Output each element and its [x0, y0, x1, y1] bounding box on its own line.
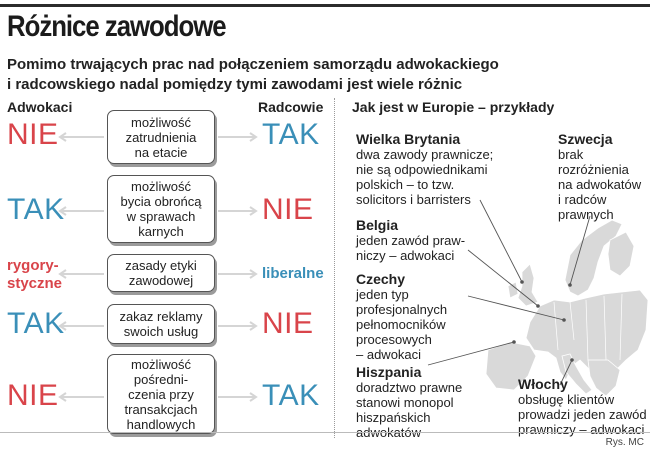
row-4-right-value: NIE [262, 307, 314, 340]
subtitle-line-2: i radcowskiego nadal pomiędzy tymi zawodami jest wiele różnic [7, 76, 463, 93]
row-2-right-value: NIE [262, 193, 314, 226]
country-text-italy: obsługę klientów prowadzi jeden zawód prawniczy – adwokaci [518, 392, 647, 437]
row-3-criterion: zasady etyki zawodowej [125, 258, 197, 288]
country-note-spain [356, 365, 462, 440]
left-column-header: Adwokaci [7, 99, 73, 115]
country-note-belgium [356, 218, 465, 263]
page-title: Różnice zawodowe [7, 10, 226, 43]
country-text-uk: dwa zawody prawnicze; nie są odpowiednikami polskich – to tzw. solicitors i barristers [356, 147, 494, 207]
europe-header: Jak jest w Europie – przykłady [352, 99, 555, 115]
country-note-czechia [356, 272, 447, 362]
row-2-criterion: możliwość bycia obrońcą w sprawach karnych [120, 179, 202, 239]
row-5-left-value: NIE [7, 379, 59, 412]
country-text-spain: doradztwo prawne stanowi monopol hiszpańskich adwokatów [356, 380, 463, 440]
country-name-sweden: Szwecja [558, 131, 613, 147]
row-1-criterion: możliwość zatrudnienia na etacie [125, 114, 197, 160]
credit: Rys. MC [605, 437, 644, 448]
row-3-right-value: liberalne [262, 265, 324, 282]
row-4-left-value: TAK [7, 307, 65, 340]
row-4-criterion: zakaz reklamy swoich usług [119, 309, 203, 339]
country-name-belgium: Belgia [356, 217, 399, 233]
subtitle-line-1: Pomimo trwających prac nad połączeniem samorządu adwokackiego [7, 56, 499, 73]
row-2-left-value: TAK [7, 193, 65, 226]
row-1-right-value: TAK [262, 118, 320, 151]
country-text-belgium: jeden zawód praw- niczy – adwokaci [356, 233, 466, 263]
country-name-italy: Włochy [518, 376, 568, 392]
country-note-sweden [558, 132, 641, 222]
country-note-italy [518, 377, 647, 437]
row-5-right-value: TAK [262, 379, 320, 412]
row-5-criterion: możliwość pośredni- czenia przy transakcjach handlowych [124, 356, 198, 432]
bottom-rule [0, 432, 650, 433]
country-text-czechia: jeden typ profesjonalnych pełnomocników procesowych – adwokaci [356, 287, 448, 362]
row-3-left-text: rygory- styczne [7, 257, 63, 292]
row-1-left-value: NIE [7, 118, 59, 151]
country-text-sweden: brak rozróżnienia na adwokatów i radców prawnych [558, 147, 642, 222]
country-note-uk [356, 132, 493, 207]
country-name-spain: Hiszpania [356, 364, 422, 380]
country-name-czechia: Czechy [356, 271, 406, 287]
country-name-uk: Wielka Brytania [356, 131, 461, 147]
right-column-header: Radcowie [258, 99, 324, 115]
